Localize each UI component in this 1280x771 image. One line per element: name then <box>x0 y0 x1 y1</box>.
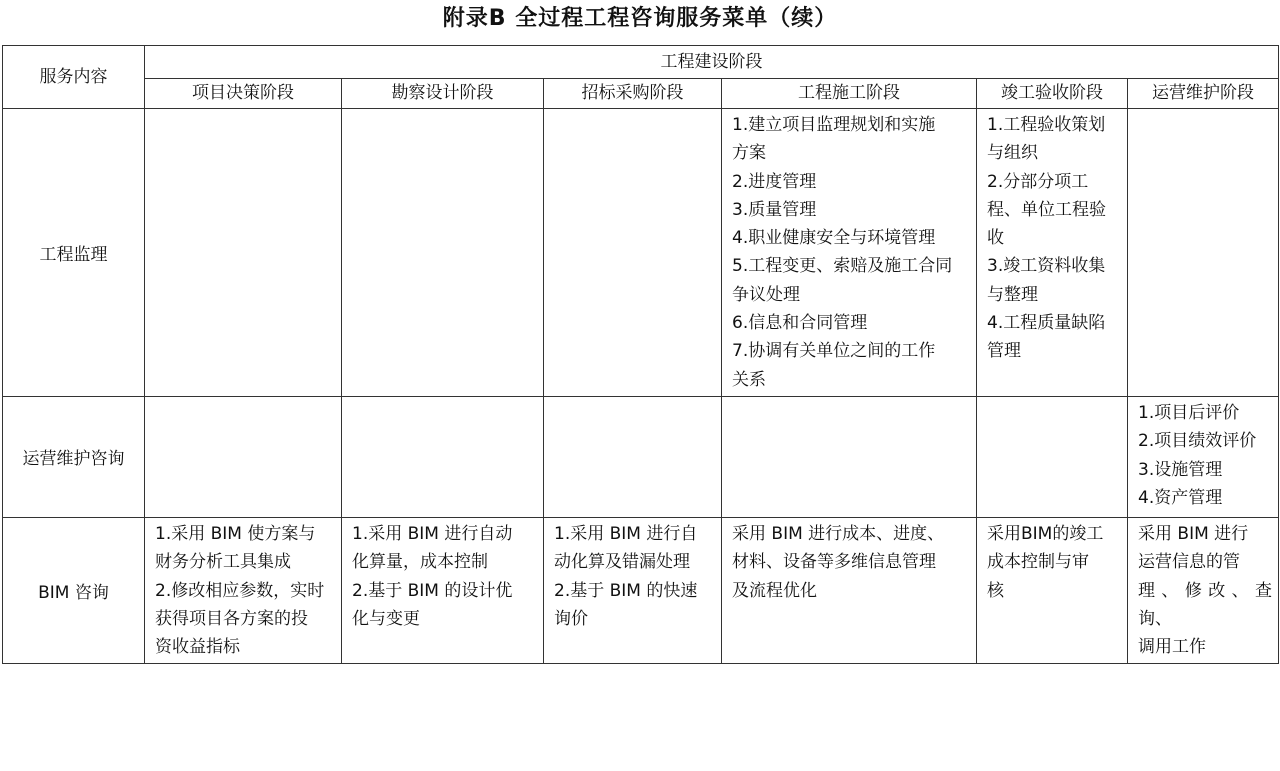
table-row <box>3 109 1279 397</box>
header-row-stages <box>3 79 1279 109</box>
cell-construction <box>722 396 977 517</box>
cell-text-line: 采用BIM的竣工 <box>987 523 1104 544</box>
cell-procurement <box>544 517 722 663</box>
cell-text-line: 1.项目后评价 <box>1138 402 1240 423</box>
cell-text-line: 财务分析工具集成 <box>155 552 291 573</box>
cell-decision <box>145 517 342 663</box>
cell-text-line: 与整理 <box>987 284 1038 305</box>
cell-operation <box>1128 109 1279 397</box>
cell-text-line: 及流程优化 <box>732 580 817 601</box>
cell-text-line: 3.设施管理 <box>1138 459 1223 480</box>
cell-text-line: 方案 <box>732 143 766 164</box>
cell-text-line: 1.建立项目监理规划和实施 <box>732 115 936 135</box>
cell-text-line: 7.协调有关单位之间的工作 <box>732 341 936 362</box>
header-stage-procurement: 招标采购阶段 <box>544 79 722 109</box>
cell-text-line: 资收益指标 <box>155 637 240 658</box>
cell-text-line: 3.质量管理 <box>732 199 817 220</box>
cell-text-line: 材料、设备等多维信息管理 <box>732 552 936 573</box>
header-row-top <box>3 46 1279 79</box>
cell-text-line: 采用 BIM 进行成本、进度、 <box>732 523 945 544</box>
cell-text-line: 争议处理 <box>732 284 800 305</box>
row-label: 工程监理 <box>3 109 145 397</box>
cell-text-line: 获得项目各方案的投 <box>155 608 308 629</box>
cell-text-line: 管理 <box>987 341 1021 362</box>
cell-text-line: 4.职业健康安全与环境管理 <box>732 228 936 249</box>
cell-construction <box>722 517 977 663</box>
cell-acceptance <box>977 396 1128 517</box>
header-stage-operation: 运营维护阶段 <box>1128 79 1279 109</box>
cell-operation <box>1128 517 1279 663</box>
cell-design <box>342 396 544 517</box>
service-menu-table <box>2 45 1279 664</box>
cell-text-line: 运营信息的管 <box>1138 552 1240 573</box>
cell-text-line: 1.采用 BIM 进行自动 <box>352 523 513 544</box>
cell-text-line: 与组织 <box>987 143 1038 164</box>
page-title: 附录B 全过程工程咨询服务菜单（续） <box>442 6 838 31</box>
cell-operation <box>1128 396 1279 517</box>
cell-text-line: 成本控制与审 <box>987 552 1089 573</box>
cell-acceptance <box>977 109 1128 397</box>
header-stage-design: 勘察设计阶段 <box>342 79 544 109</box>
cell-text-line: 1.采用 BIM 进行自 <box>554 523 698 544</box>
cell-construction <box>722 109 977 397</box>
cell-text-line: 4.资产管理 <box>1138 487 1223 508</box>
cell-text-line: 2.项目绩效评价 <box>1138 431 1257 452</box>
cell-text-line: 调用工作 <box>1138 637 1206 658</box>
cell-text-line: 2.修改相应参数，实时 <box>155 580 325 601</box>
header-stage-decision: 项目决策阶段 <box>145 79 342 109</box>
cell-text-line: 5.工程变更、索赔及施工合同 <box>732 256 953 277</box>
table-row <box>3 396 1279 517</box>
cell-decision <box>145 109 342 397</box>
header-construction-phase: 工程建设阶段 <box>145 46 1279 79</box>
header-stage-acceptance: 竣工验收阶段 <box>977 79 1128 109</box>
cell-text-line: 核 <box>987 580 1004 601</box>
cell-text-line: 化与变更 <box>352 608 420 629</box>
cell-procurement <box>544 396 722 517</box>
row-label: BIM 咨询 <box>3 517 145 663</box>
cell-text-line: 动化算及错漏处理 <box>554 552 690 573</box>
cell-text-line: 化算量，成本控制 <box>352 552 488 573</box>
row-label: 运营维护咨询 <box>3 396 145 517</box>
cell-text-line: 4.工程质量缺陷 <box>987 313 1106 334</box>
cell-text-line: 1.采用 BIM 使方案与 <box>155 523 316 544</box>
cell-text-line: 理、修改、查询、 <box>1138 580 1273 629</box>
cell-text-line: 1.工程验收策划 <box>987 115 1106 135</box>
cell-text-line: 询价 <box>554 608 588 629</box>
cell-text-line: 采用 BIM 进行 <box>1138 523 1249 544</box>
cell-text-line: 2.分部分项工 <box>987 171 1089 192</box>
cell-text-line: 关系 <box>732 369 766 390</box>
table-row <box>3 517 1279 663</box>
cell-text-line: 收 <box>987 228 1004 249</box>
cell-text-line: 2.基于 BIM 的快速 <box>554 580 698 601</box>
header-service-content: 服务内容 <box>3 46 145 109</box>
cell-decision <box>145 396 342 517</box>
cell-text-line: 程、单位工程验 <box>987 199 1106 220</box>
cell-design <box>342 517 544 663</box>
cell-acceptance <box>977 517 1128 663</box>
cell-text-line: 2.进度管理 <box>732 171 817 192</box>
cell-text-line: 2.基于 BIM 的设计优 <box>352 580 513 601</box>
cell-procurement <box>544 109 722 397</box>
cell-design <box>342 109 544 397</box>
header-stage-construction: 工程施工阶段 <box>722 79 977 109</box>
cell-text-line: 6.信息和合同管理 <box>732 313 868 334</box>
cell-text-line: 3.竣工资料收集 <box>987 256 1106 277</box>
